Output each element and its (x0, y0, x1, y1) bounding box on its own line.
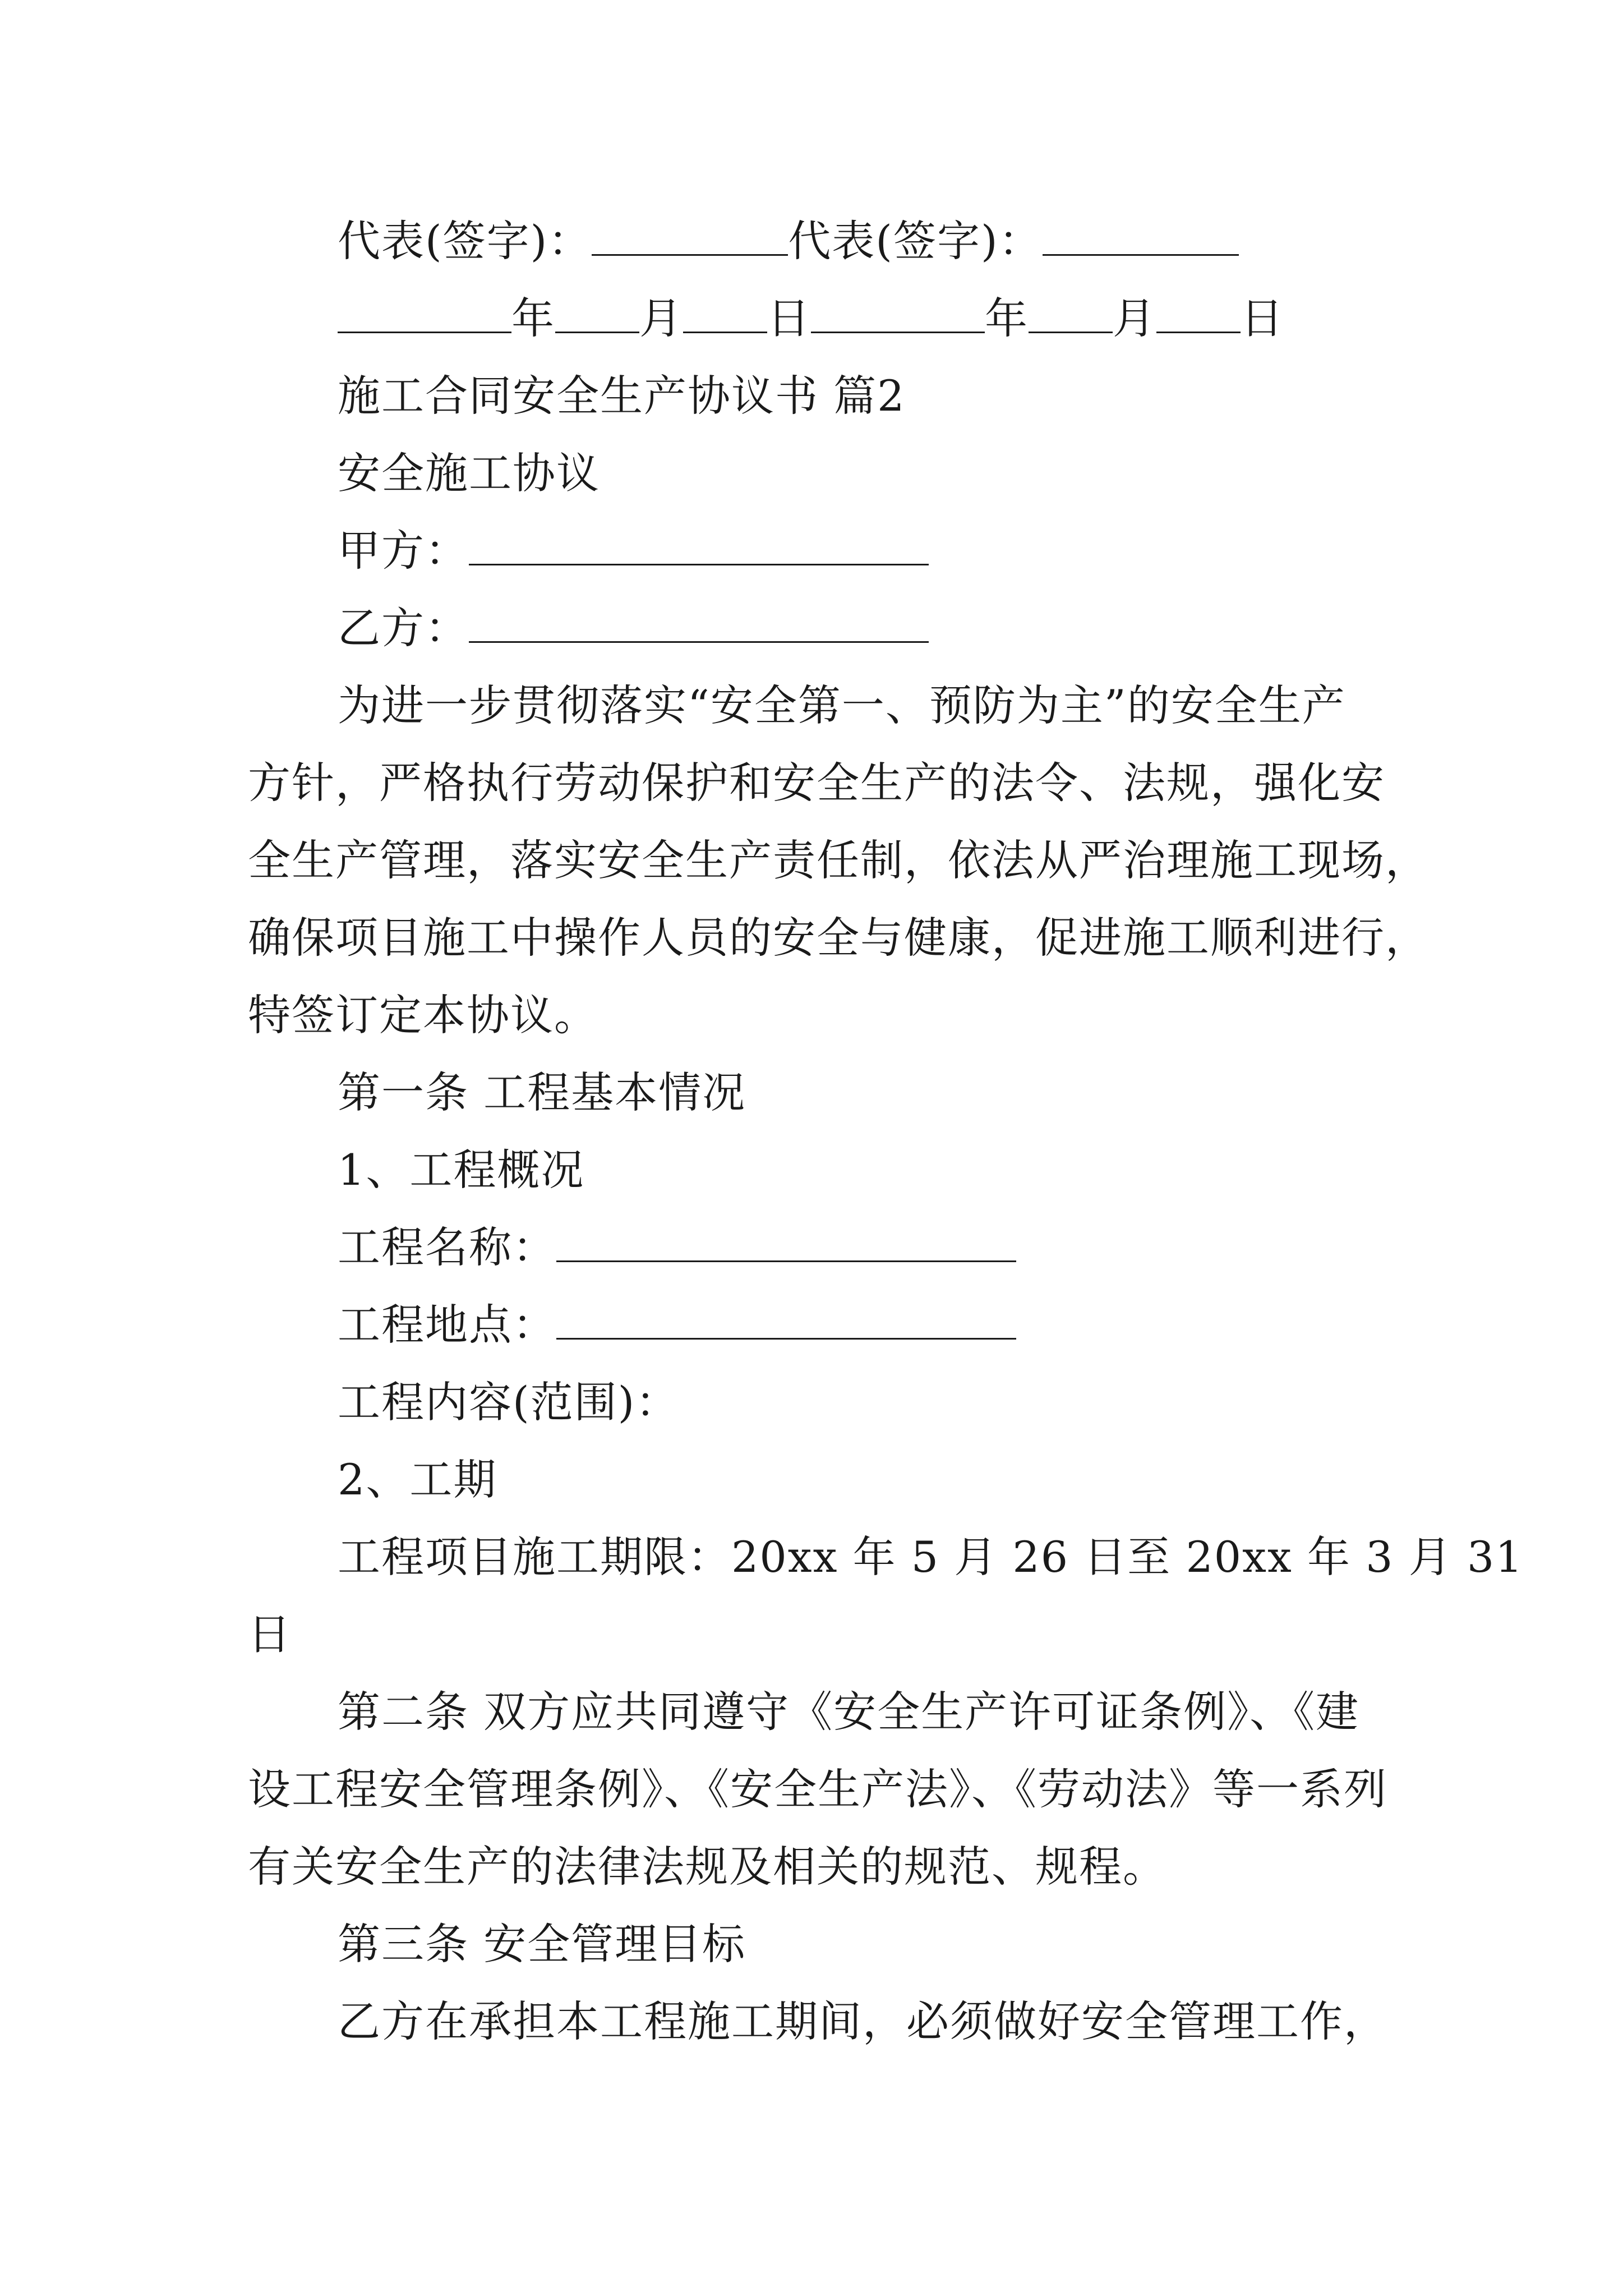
project-name-label: 工程名称： (338, 1222, 556, 1272)
signature-row (338, 216, 1239, 266)
preamble-line: 特签订定本协议。 (248, 990, 598, 1040)
month-label-b: 月 (1113, 293, 1156, 343)
section-heading: 施工合同安全生产协议书 篇2 (338, 371, 906, 421)
party-a-blank[interactable] (469, 530, 929, 565)
article-2-line: 第二条 双方应共同遵守《安全生产许可证条例》、《建 (338, 1687, 1360, 1737)
article-3-line: 乙方在承担本工程施工期间，必须做好安全管理工作， (338, 1996, 1387, 2046)
project-location-row (338, 1300, 1016, 1350)
period-line: 日 (248, 1609, 292, 1659)
project-scope-label: 工程内容(范围)： (338, 1377, 680, 1427)
year-blank-b[interactable] (811, 298, 985, 333)
month-blank-a[interactable] (555, 298, 639, 333)
article-1-title: 第一条 工程基本情况 (338, 1068, 746, 1117)
agreement-title: 安全施工协议 (338, 448, 600, 498)
item-2-title: 2、工期 (338, 1455, 497, 1504)
project-location-label: 工程地点： (338, 1300, 556, 1350)
party-a-label: 甲方： (338, 526, 469, 576)
signature-blank-a[interactable] (592, 220, 788, 256)
item-1-title: 1、工程概况 (338, 1145, 585, 1195)
month-label-a: 月 (639, 293, 683, 343)
month-blank-b[interactable] (1029, 298, 1113, 333)
article-2-line: 有关安全生产的法律法规及相关的规范、规程。 (248, 1842, 1166, 1892)
year-label-a: 年 (511, 293, 555, 343)
party-b-label: 乙方： (338, 603, 469, 653)
party-b-blank[interactable] (469, 608, 929, 643)
day-label-b: 日 (1241, 293, 1284, 343)
party-a-row (338, 526, 929, 576)
article-2-line: 设工程安全管理条例》、《安全生产法》、《劳动法》等一系列 (248, 1764, 1387, 1814)
year-blank-a[interactable] (338, 298, 511, 333)
article-3-title: 第三条 安全管理目标 (338, 1919, 746, 1969)
representative-sign-label-b: 代表(签字)： (788, 216, 1043, 266)
period-line: 工程项目施工期限：20xx 年 5 月 26 日至 20xx 年 3 月 31 (338, 1532, 1524, 1582)
day-label-a: 日 (767, 293, 811, 343)
preamble-line: 为进一步贯彻落实“安全第一、预防为主”的安全生产 (338, 680, 1346, 730)
project-name-row (338, 1222, 1016, 1272)
day-blank-a[interactable] (683, 298, 767, 333)
year-label-b: 年 (985, 293, 1029, 343)
representative-sign-label-a: 代表(签字)： (338, 216, 592, 266)
preamble-line: 确保项目施工中操作人员的安全与健康，促进施工顺利进行， (248, 913, 1429, 963)
date-row (338, 293, 1284, 343)
project-name-blank[interactable] (556, 1227, 1016, 1262)
project-location-blank[interactable] (556, 1304, 1016, 1340)
party-b-row (338, 603, 929, 653)
signature-blank-b[interactable] (1043, 220, 1239, 256)
preamble-line: 方针，严格执行劳动保护和安全生产的法令、法规，强化安 (248, 758, 1385, 808)
day-blank-b[interactable] (1156, 298, 1241, 333)
preamble-line: 全生产管理，落实安全生产责任制，依法从严治理施工现场， (248, 835, 1429, 885)
